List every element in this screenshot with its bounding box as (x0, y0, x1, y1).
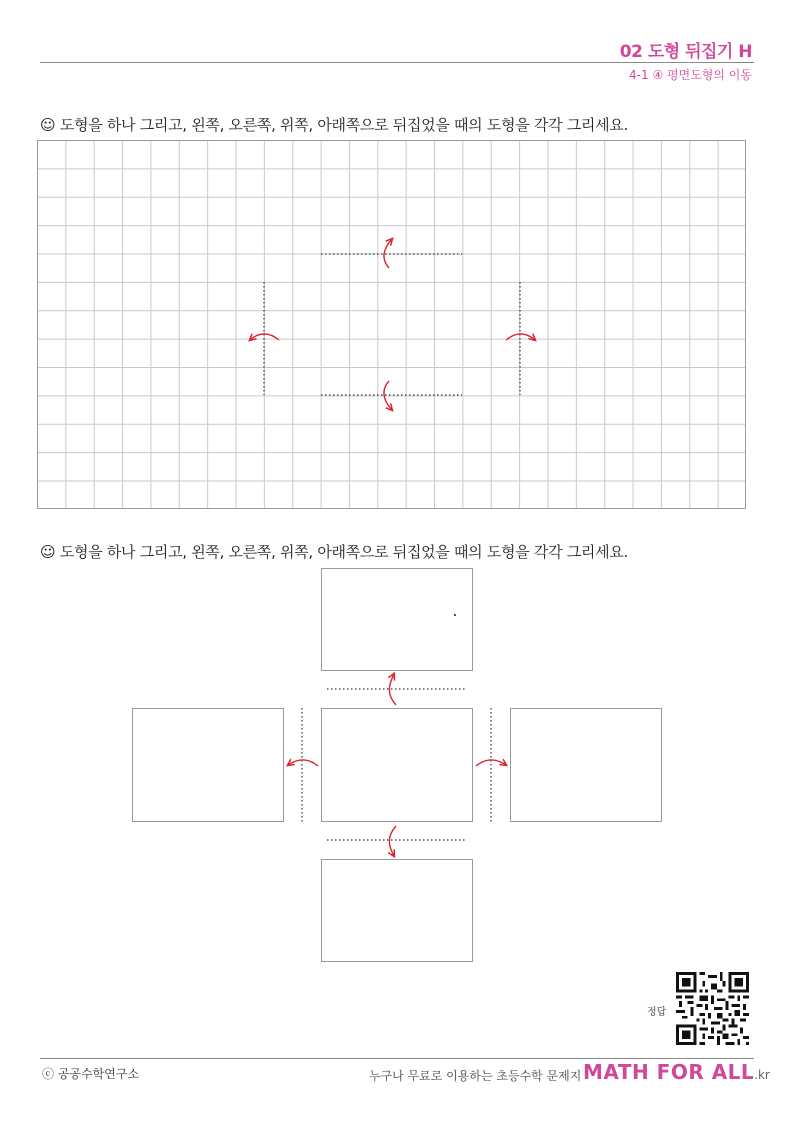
footer-divider (40, 1058, 754, 1059)
smiley-icon: ☺ (40, 116, 56, 134)
problem-2-text: 도형을 하나 그리고, 왼쪽, 오른쪽, 위쪽, 아래쪽으로 뒤집었을 때의 도형을 각각 그리세요. (59, 543, 628, 561)
flip-left-arrow-icon (288, 760, 318, 766)
brand-logo[interactable] (583, 1060, 770, 1084)
brand-domain-suffix: .kr (754, 1068, 770, 1082)
brand-name: MATH FOR ALL (583, 1060, 755, 1084)
problem-1-text: 도형을 하나 그리고, 왼쪽, 오른쪽, 위쪽, 아래쪽으로 뒤집었을 때의 도형을 각각 그리세요. (59, 116, 628, 134)
copyright-text: ⓒ 공공수학연구소 (42, 1067, 139, 1081)
worksheet-title: 02 도형 뒤집기 H (619, 42, 752, 62)
qr-code-icon[interactable] (676, 972, 749, 1045)
flip-down-arrow-icon (389, 826, 396, 856)
smiley-icon: ☺ (40, 543, 56, 561)
answer-label: 정답 (647, 1007, 667, 1018)
unit-subtitle: 4-1 ④ 평면도형의 이동 (629, 68, 752, 82)
footer-tagline: 누구나 무료로 이용하는 초등수학 문제지 (369, 1069, 582, 1083)
